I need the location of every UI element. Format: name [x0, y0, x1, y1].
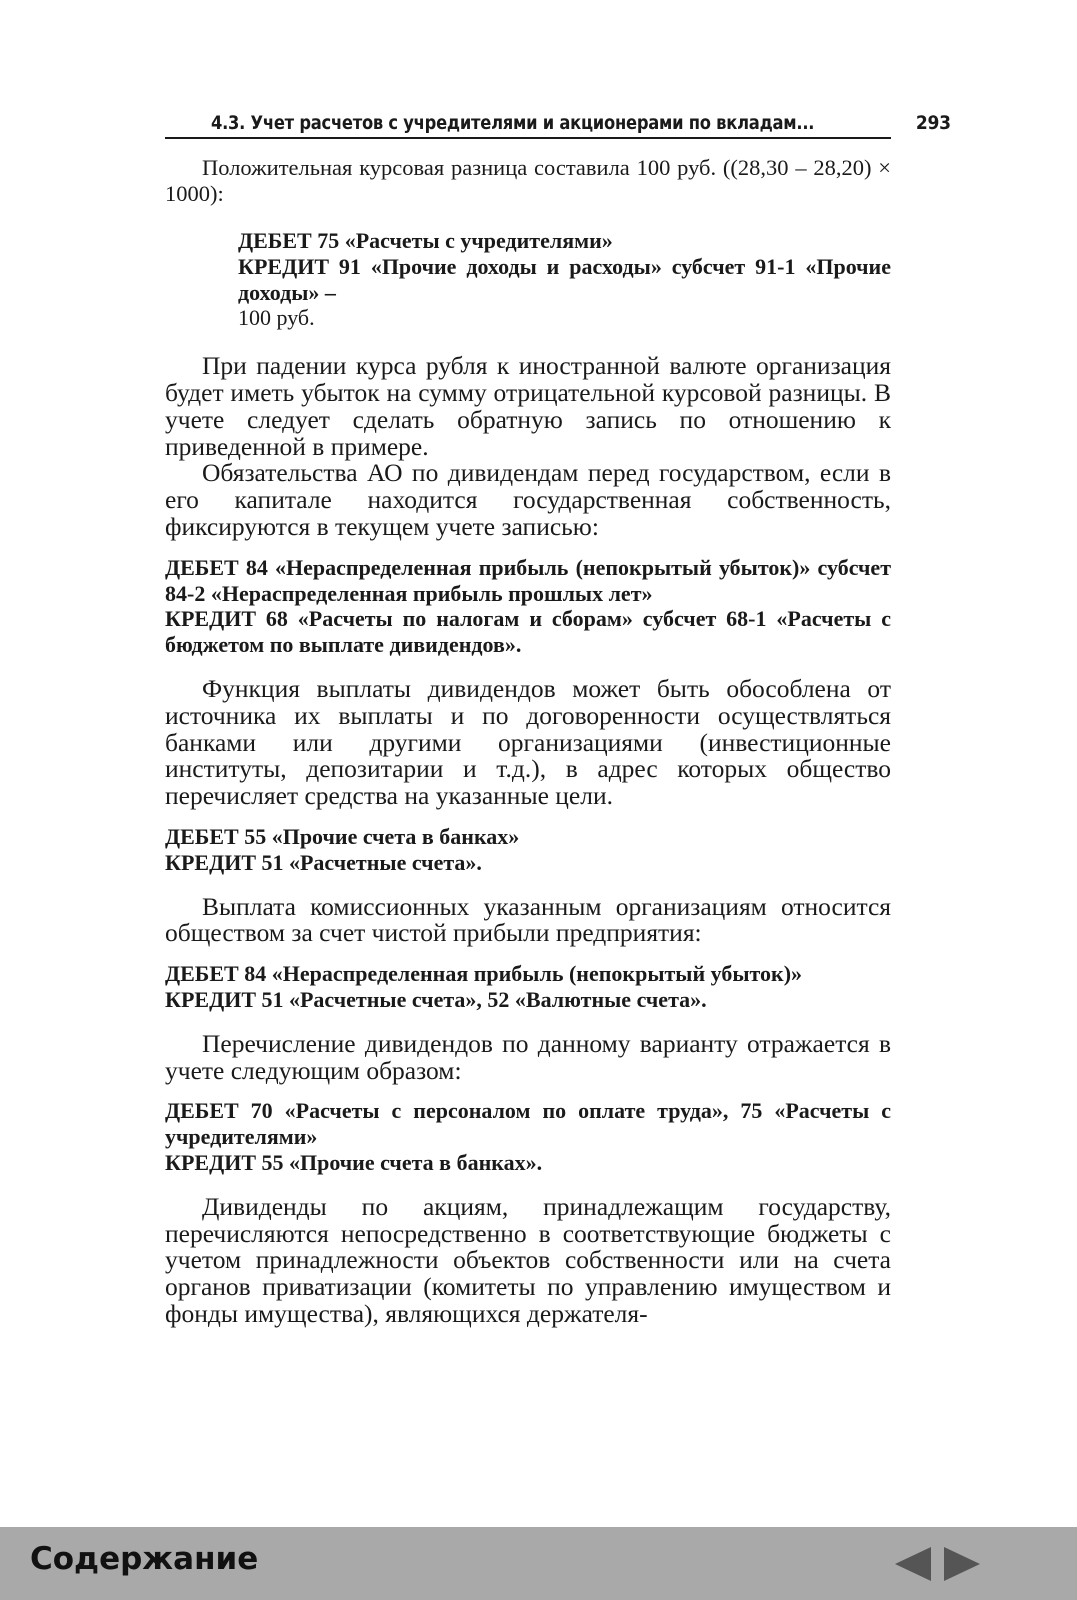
entry-debit: ДЕБЕТ 84 «Нераспределенная прибыль (непокрытый убыток)» субсчет 84-2 «Нераспределенная прибыль прошлых лет»: [165, 554, 891, 606]
entry-debit: ДЕБЕТ 75 «Расчеты с учредителями»: [238, 228, 613, 253]
running-header-title: 4.3. Учет расчетов с учредителями и акционерами по вкладам...: [211, 112, 815, 134]
entry-credit: КРЕДИТ 51 «Расчетные счета».: [165, 849, 482, 875]
paragraph: Выплата комиссионных указанным организациям относится обществом за счет чистой прибыли предприятия:: [165, 891, 891, 948]
triangle-right-icon[interactable]: [942, 1545, 982, 1583]
paragraph: Положительная курсовая разница составила 100 руб. ((28,30 – 28,20) × 1000):: [165, 155, 891, 206]
accounting-entry: [238, 228, 891, 331]
entry-debit: ДЕБЕТ 84 «Нераспределенная прибыль (непокрытый убыток)»: [165, 961, 803, 987]
accounting-entry: [165, 961, 891, 1013]
entry-debit: ДЕБЕТ 70 «Расчеты с персоналом по оплате труда», 75 «Расчеты с учредителями»: [165, 1098, 891, 1150]
entry-amount: 100 руб.: [238, 305, 315, 331]
accounting-entry: [165, 555, 891, 658]
entry-debit: ДЕБЕТ 55 «Прочие счета в банках»: [165, 823, 520, 849]
entry-credit: КРЕДИТ 55 «Прочие счета в банках».: [165, 1149, 543, 1175]
paragraph: Перечисление дивидендов по данному варианту отражается в учете следующим образом:: [165, 1028, 891, 1085]
running-header: [165, 112, 952, 139]
paragraph: При падении курса рубля к иностранной валюте организация будет иметь убыток на сумму отрицательной курсовой разницы. В учете следует сделать обратную запись по отношению к приведенной в примере.: [165, 351, 891, 461]
page-number: 293: [916, 112, 952, 134]
entry-credit: КРЕДИТ 51 «Расчетные счета», 52 «Валютные счета».: [165, 986, 707, 1012]
accounting-entry: [165, 1098, 891, 1175]
contents-link[interactable]: Содержание: [30, 1541, 259, 1577]
navigation-bar: [0, 1527, 1077, 1600]
accounting-entry: [165, 824, 891, 876]
page-body: [165, 155, 891, 1328]
paragraph: Дивиденды по акциям, принадлежащим государству, перечисляются непосредственно в соответствующие бюджеты с учетом принадлежности объектов собственности или на счета органов приватизации (комитеты по управлению имуществом и фонды имущества), являющихся держателя-: [165, 1191, 891, 1328]
triangle-left-icon[interactable]: [893, 1545, 933, 1583]
paragraph: Функция выплаты дивидендов может быть обособлена от источника их выплаты и по договоренности осуществляться банками или другими организациями (инвестиционные институты, депозитарии и т.д.), в адрес которых общество перечисляет средства на указанные цели.: [165, 673, 891, 811]
entry-credit: КРЕДИТ 68 «Расчеты по налогам и сборам» субсчет 68-1 «Расчеты с бюджетом по выплате дивидендов».: [165, 606, 891, 658]
paragraph: Обязательства АО по дивидендам перед государством, если в его капитале находится государственная собственность, фиксируются в текущем учете записью:: [165, 458, 891, 541]
entry-credit: КРЕДИТ 91 «Прочие доходы и расходы» субсчет 91-1 «Прочие доходы» –: [238, 253, 891, 305]
book-page: [165, 112, 952, 1328]
